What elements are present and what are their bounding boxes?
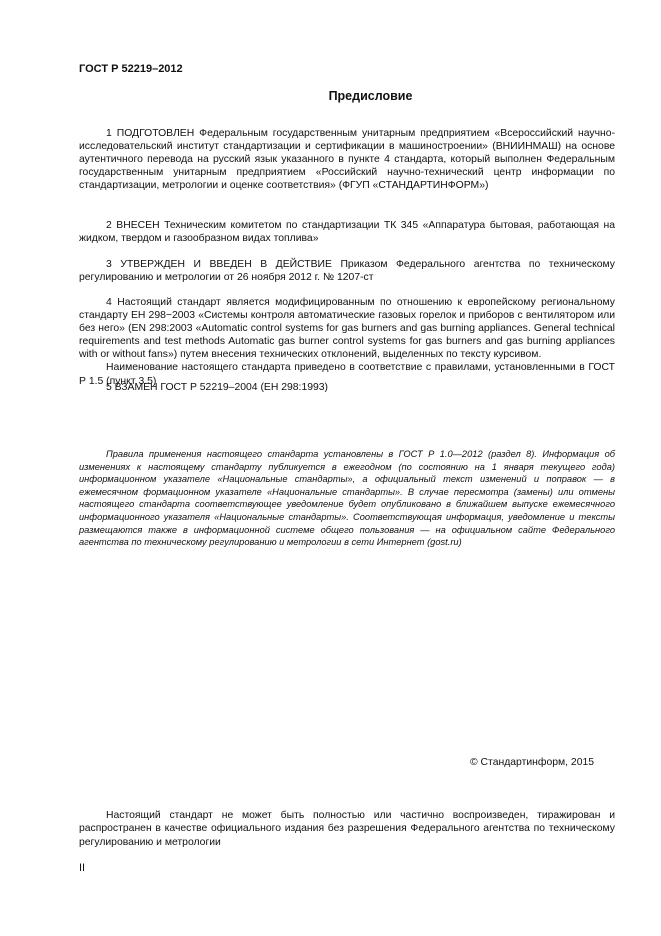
section-1-text: 1 ПОДГОТОВЛЕН Федеральным государственным унитарным предприятием «Всероссийский научно-исследовательский институт стандартизации и сертификации в машиностроении» (ВНИИНМАШ) на основе аутентичного перевода на русский язык указанного в пункте 4 стандарта, который выполнен Федеральным государственным унитарным предприятием «Российский научно-технический центр информации по стандартизации, метрологии и оценке соответствия» (ФГУП «СТАНДАРТИНФОРМ») [79, 128, 615, 192]
page-number: II [79, 862, 86, 874]
rules-note-text: Правила применения настоящего стандарта установлены в ГОСТ Р 1.0—2012 (раздел 8). Информация об изменениях к настоящему стандарту публикуется в ежегодном (по состоянию на 1 января текущего года) информационном указателе «Национальные стандарты», а официальный текст изменений и поправок — в ежемесячном формационном указателе «Национальные стандарты». В случае пересмотра (замены) или отмены настоящего стандарта соответствующее уведомление будет опубликовано в ближайшем выпуске ежемесячного информационного указателя «Национальные стандарты». Соответствующая информация, уведомление и тексты размещаются также в информационной системе общего пользования — на официальном сайте Федерального агентства по техническому регулированию и метрологии в сети Интернет (gost.ru) [79, 449, 615, 548]
section-4-naming-text: Наименование настоящего стандарта приведено в соответствие с правилами, установленными в ГОСТ Р 1.5 (пункт 3.5) [79, 362, 615, 387]
reproduction-notice-text: Настоящий стандарт не может быть полностью или частично воспроизведен, тиражирован и распространен в качестве официального издания без разрешения Федерального агентства по техническому регулированию и метрологии [79, 810, 615, 848]
section-3 [79, 258, 615, 284]
document-id-header: ГОСТ Р 52219–2012 [79, 63, 183, 75]
section-5 [79, 381, 615, 394]
section-2 [79, 219, 615, 245]
section-4 [79, 296, 615, 388]
section-4-text: 4 Настоящий стандарт является модифицированным по отношению к европейскому региональному стандарту ЕН 298−2003 «Системы контроля автоматические газовых горелок и приборов с вентилятором или без него» (EN 298:2003 «Automatic control systems for gas burners and gas burning appliances. General technical requirements and test methods Automatic gas burner control systems for gas burners and gas burning appliances with or without fans») путем внесения технических отклонений, выделенных по тексту курсивом. [79, 297, 615, 361]
section-2-text: 2 ВНЕСЕН Техническим комитетом по стандартизации ТК 345 «Аппаратура бытовая, работающая на жидком, твердом и газообразном видах топлива» [79, 220, 615, 245]
page-title: Предисловие [328, 89, 413, 103]
section-3-text: 3 УТВЕРЖДЕН И ВВЕДЕН В ДЕЙСТВИЕ Приказом Федерального агентства по техническому регулированию и метрологии от 26 ноября 2012 г. № 1207-ст [79, 259, 615, 284]
section-1 [79, 127, 615, 192]
copyright-notice: © Стандартинформ, 2015 [470, 757, 595, 768]
reproduction-notice [79, 809, 615, 849]
section-5-text: 5 ВЗАМЕН ГОСТ Р 52219–2004 (ЕН 298:1993) [106, 382, 329, 393]
rules-note [79, 448, 615, 549]
